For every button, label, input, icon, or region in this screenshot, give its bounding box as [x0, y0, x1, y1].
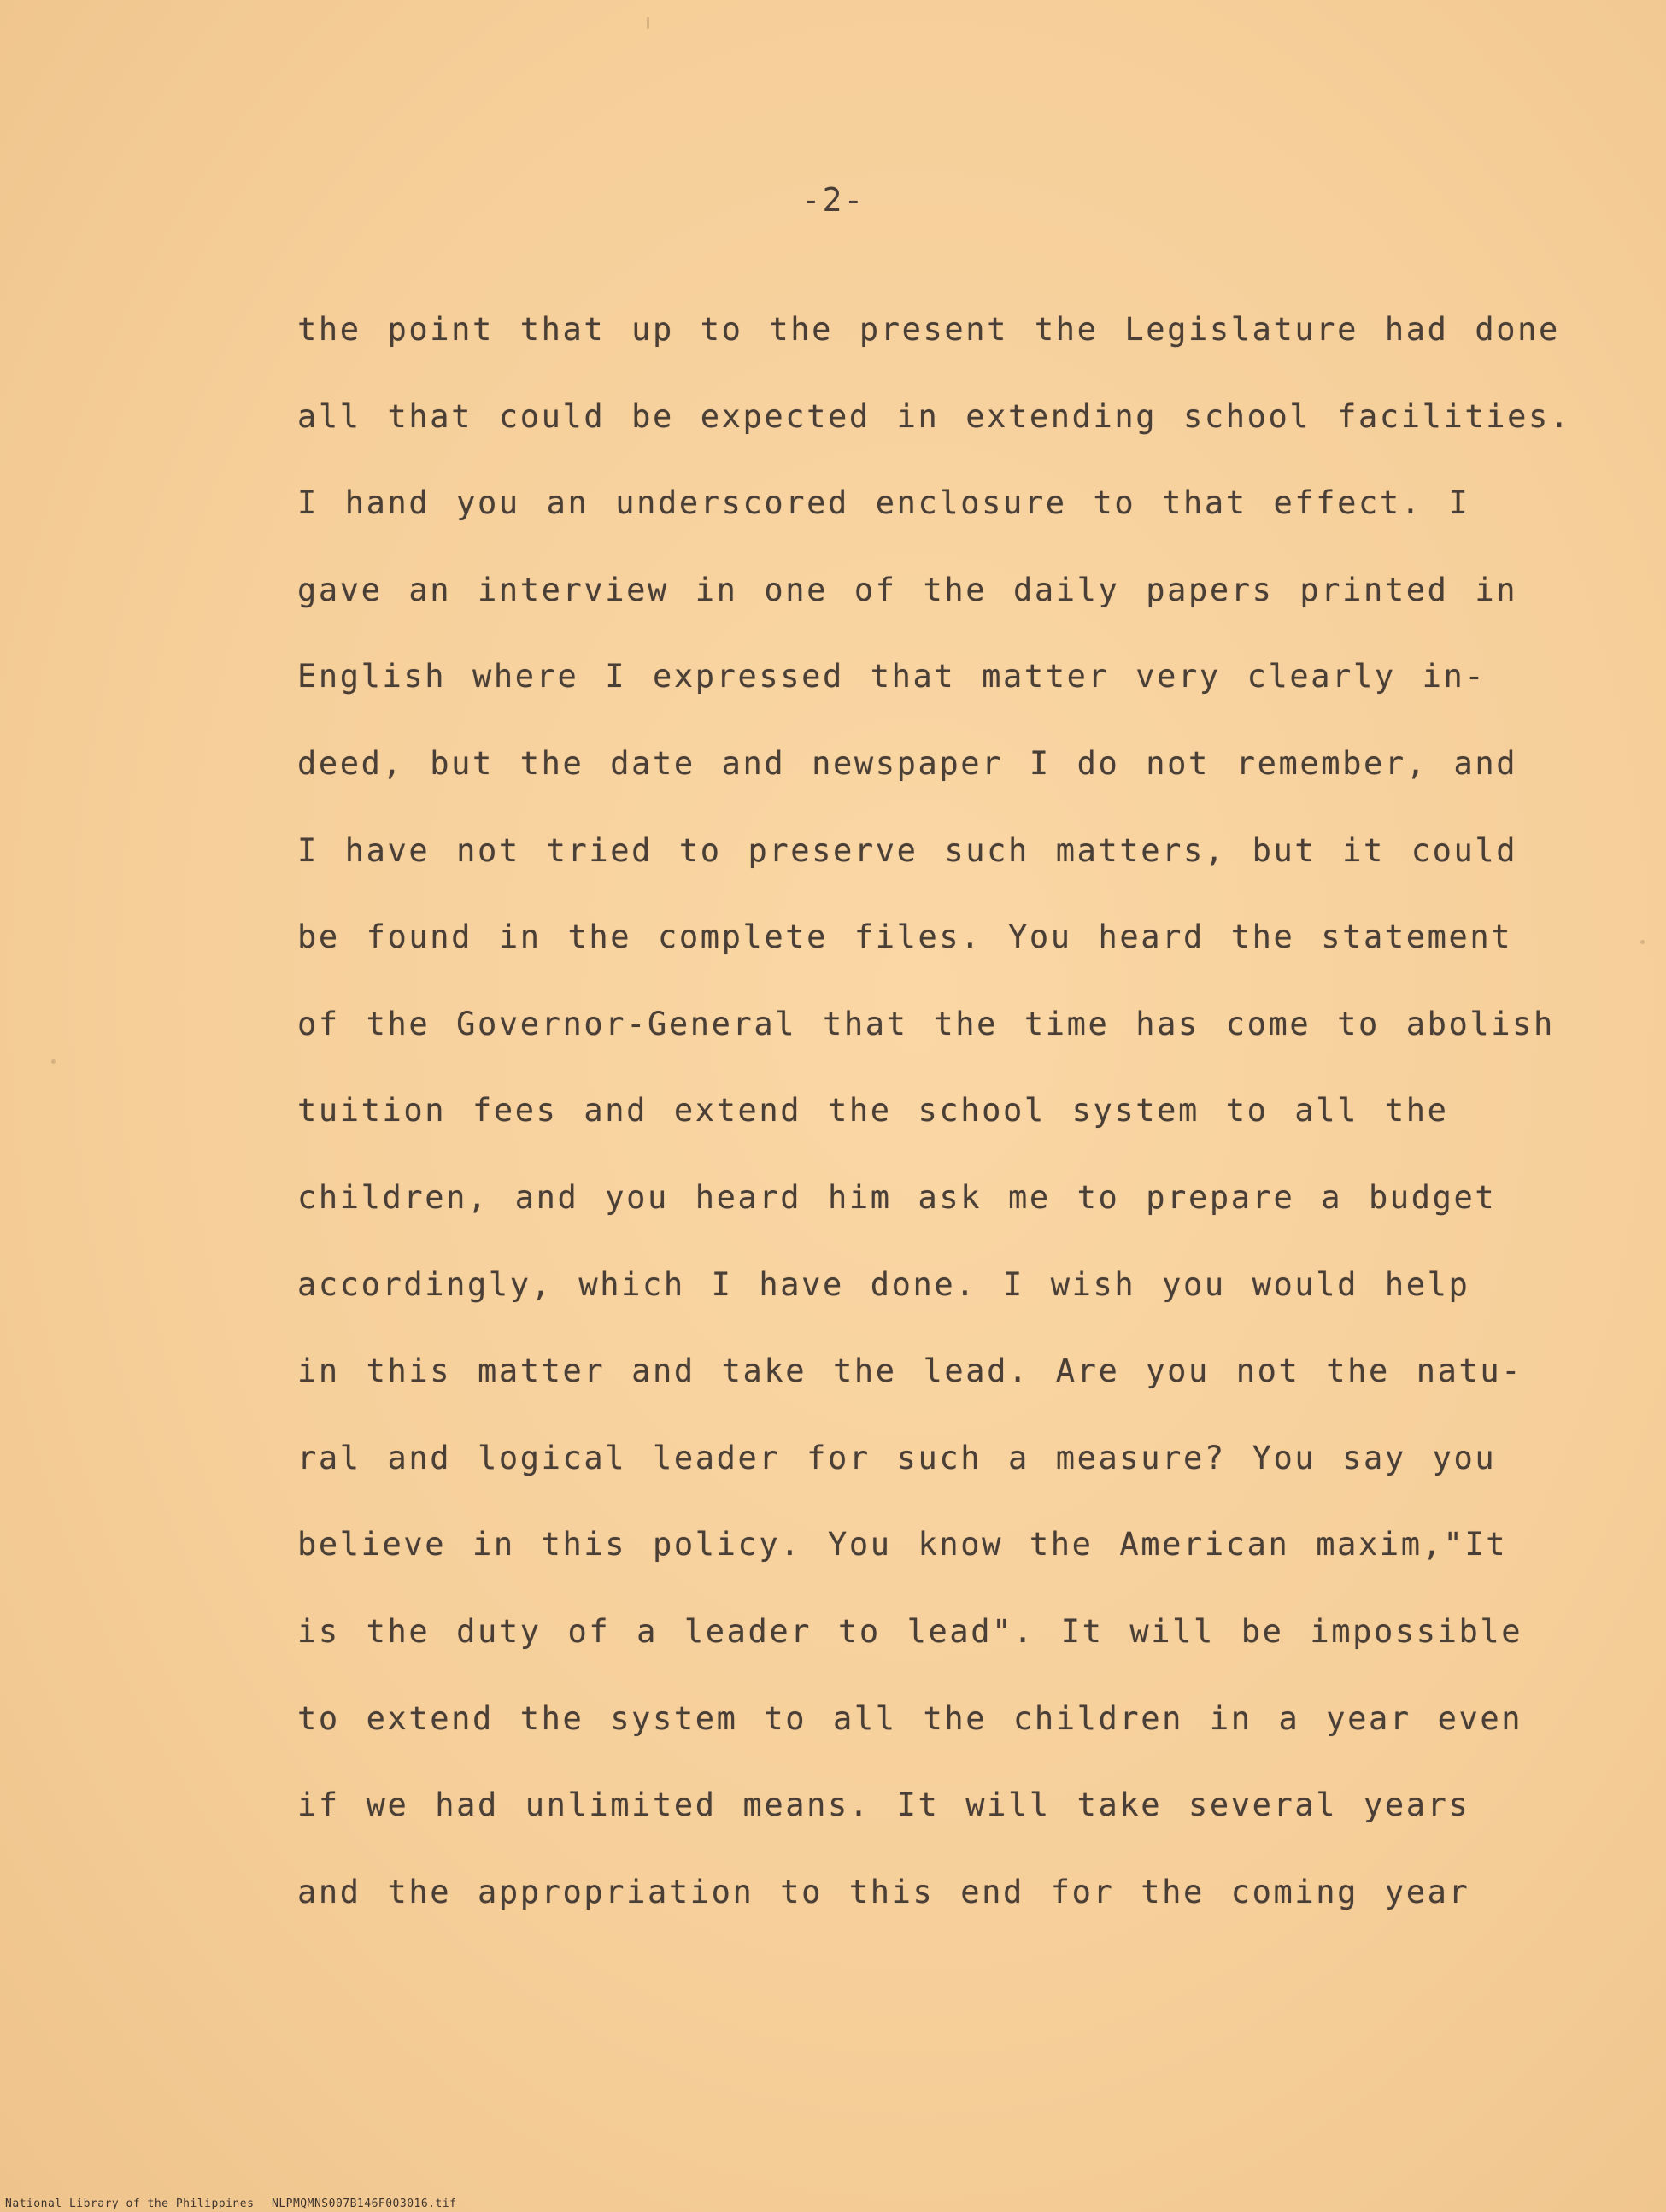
text-line: all that could be expected in extending school facilities.: [297, 397, 1571, 435]
text-line: I have not tried to preserve such matters, but it could: [297, 831, 1518, 869]
text-line: deed, but the date and newspaper I do not remember, and: [297, 744, 1518, 782]
text-line: believe in this policy. You know the American maxim,"It: [297, 1526, 1508, 1564]
text-line: the point that up to the present the Legislature had done: [297, 311, 1560, 348]
text-line: and the appropriation to this end for the coming year: [297, 1873, 1470, 1910]
text-line: be found in the complete files. You heard the statement: [297, 918, 1513, 956]
letter-body: [297, 286, 1571, 1935]
text-line: is the duty of a leader to lead". It will be impossible: [297, 1612, 1523, 1650]
library-credit: National Library of the Philippines: [5, 2197, 255, 2210]
text-line: if we had unlimited means. It will take several years: [297, 1787, 1470, 1824]
text-line: to extend the system to all the children in a year even: [297, 1699, 1523, 1737]
text-line: of the Governor-General that the time has come to abolish: [297, 1005, 1555, 1042]
text-line: children, and you heard him ask me to prepare a budget: [297, 1178, 1497, 1216]
text-line: tuition fees and extend the school system to all the: [297, 1092, 1449, 1129]
page-number: -2-: [801, 181, 865, 219]
paper-speck: [51, 1059, 56, 1064]
text-line: English where I expressed that matter very clearly in-: [297, 658, 1487, 695]
paper-speck: [647, 17, 649, 29]
text-line: accordingly, which I have done. I wish you would help: [297, 1265, 1470, 1303]
text-line: gave an interview in one of the daily papers printed in: [297, 571, 1518, 608]
scan-filename: NLPMQMNS007B146F003016.tif: [272, 2197, 457, 2210]
text-line: I hand you an underscored enclosure to that effect. I: [297, 484, 1470, 522]
text-line: in this matter and take the lead. Are you not the natu-: [297, 1352, 1523, 1390]
text-line: ral and logical leader for such a measure? You say you: [297, 1439, 1497, 1476]
paper-speck: [1640, 940, 1645, 944]
